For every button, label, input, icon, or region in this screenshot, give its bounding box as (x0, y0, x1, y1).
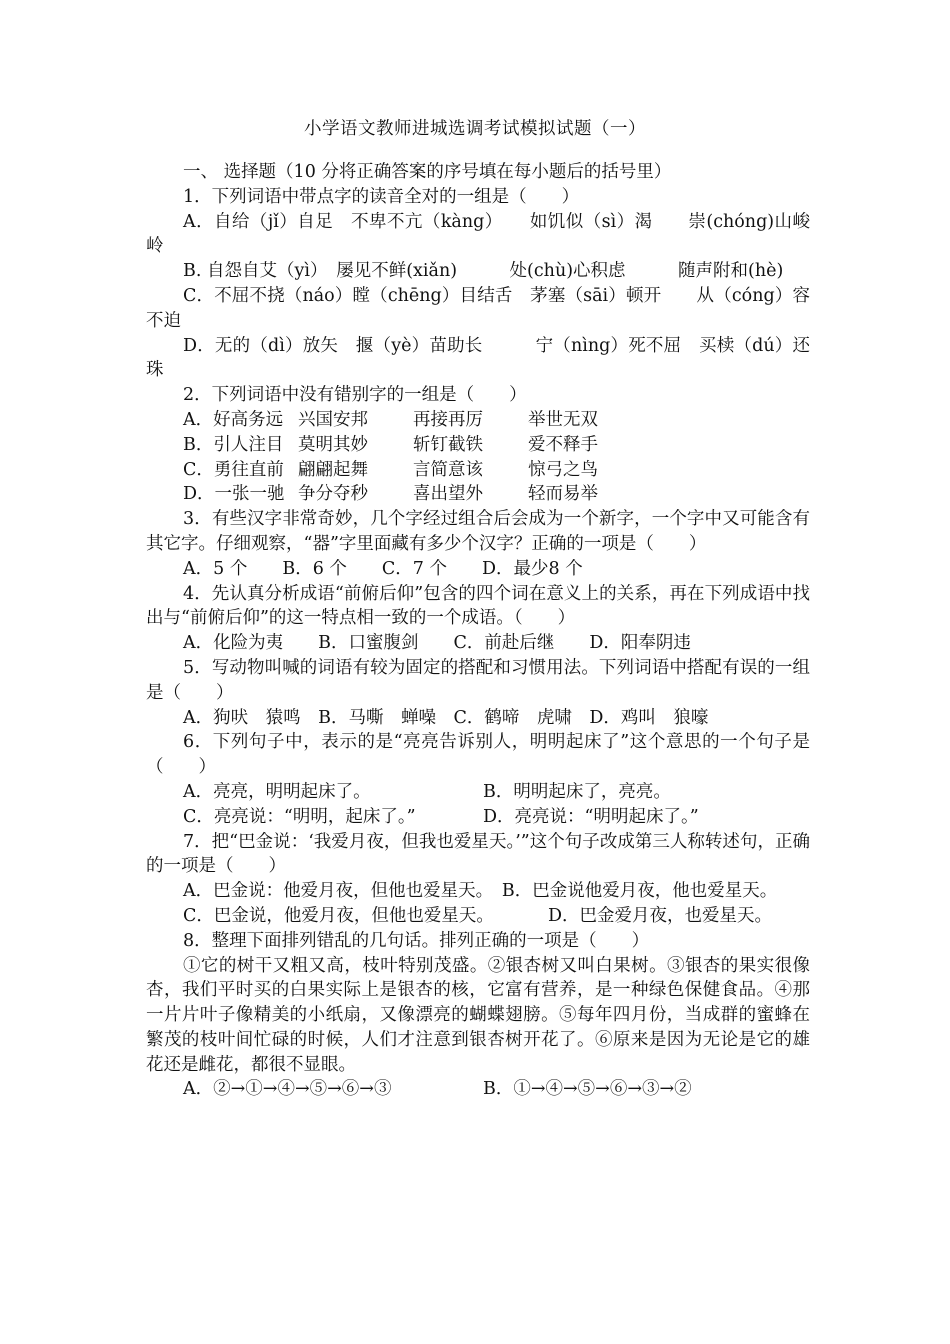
option-cell: D．一张一驰 (183, 484, 285, 505)
question-1-option-b: B. 自怨自艾（yì） 屡见不鲜(xiǎn) 处(chù)心积虑 随声附和(hè) (183, 261, 784, 282)
option-cell: 喜出望外 (413, 484, 483, 505)
option-cell: A．好高务远 (183, 409, 284, 430)
question-6-option-b: B．明明起床了，亮亮。 (483, 781, 671, 802)
question-7-option-ab: A．巴金说：他爱月夜，但他也爱星天。 B．巴金说他爱月夜，他也爱星天。 (183, 881, 778, 902)
question-2-option-row (146, 433, 810, 458)
question-7-option-d: D．巴金爱月夜，也爱星天。 (548, 905, 773, 926)
question-6-option-row (146, 780, 810, 805)
question-2-option-row (146, 482, 810, 507)
question-6-stem: 6．下列句子中，表示的是“亮亮告诉别人，明明起床了”这个意思的一个句子是（ ） (146, 732, 810, 778)
question-1-option-a: A．自给（jǐ）自足 不卑不亢（kàng） 如饥似（sì）渴 崇(chóng)山峻岭 (146, 211, 810, 257)
question-1-stem: 1．下列词语中带点字的读音全对的一组是（ ） (183, 186, 580, 207)
question-6-option-d: D．亮亮说：“明明起床了。” (483, 806, 699, 827)
question-1-option-c: C．不屈不挠（náo）瞠（chēng）目结舌 茅塞（sāi）顿开 从（cóng）容不迫 (146, 285, 810, 331)
question-7-option-c: C．巴金说，他爱月夜，但他也爱星天。 (183, 905, 494, 926)
question-3-options: A．5 个 B．6 个 C．7 个 D．最少8 个 (183, 558, 583, 579)
question-5-options: A．狗吠 猿鸣 B．马嘶 蝉噪 C．鹤啼 虎啸 D．鸡叫 狼嚎 (183, 707, 709, 728)
question-8-option-b: B．①→④→⑤→⑥→③→② (483, 1079, 692, 1100)
section-heading: 一、 选择题（10 分将正确答案的序号填在每小题后的括号里） (183, 162, 672, 182)
option-cell: B．引人注目 (183, 434, 284, 455)
question-2-option-row (146, 458, 810, 483)
question-4-stem: 4．先认真分析成语“前俯后仰”包含的四个词在意义上的关系，再在下列成语中找出与“前俯后仰”的这一特点相一致的一个成语。（ ） (146, 583, 810, 629)
option-cell: 斩钉截铁 (413, 434, 483, 455)
question-2-stem: 2．下列词语中没有错别字的一组是（ ） (183, 385, 527, 406)
question-4-options: A．化险为夷 B．口蜜腹剑 C．前赴后继 D．阳奉阴违 (183, 633, 691, 654)
option-cell: 惊弓之鸟 (528, 459, 598, 480)
option-cell: 轻而易举 (528, 484, 598, 505)
question-1-option-d: D．无的（dì）放矢 揠（yè）苗助长 宁（nìng）死不屈 买椟（dú）还珠 (146, 335, 810, 381)
question-7-stem: 7．把“巴金说：‘我爱月夜，但我也爱星天。’”这个句子改成第三人称转述句，正确的一项是（ ） (146, 831, 810, 877)
question-6-option-a: A．亮亮，明明起床了。 (183, 781, 371, 802)
option-cell: C．勇往直前 (183, 459, 284, 480)
question-6-option-row (146, 805, 810, 830)
option-cell: 争分夺秒 (298, 484, 368, 505)
option-cell: 莫明其妙 (298, 434, 368, 455)
page-title: 小学语文教师进城选调考试模拟试题（一） (304, 119, 646, 139)
option-cell: 兴国安邦 (298, 409, 368, 430)
question-2-option-row (146, 408, 810, 433)
option-cell: 言简意该 (413, 459, 483, 480)
option-cell: 翩翩起舞 (298, 459, 368, 480)
question-8-passage: ①它的树干又粗又高，枝叶特别茂盛。②银杏树又叫白果树。③银杏的果实很像杏，我们平时买的白果实际上是银杏的核，它富有营养，是一种绿色保健食品。④那一片片叶子像精美的小纸扇，又像漂亮的蝴蝶翅膀。⑤每年四月份，当成群的蜜蜂在繁茂的枝叶间忙碌的时候，人们才注意到银杏树开花了。⑥原来是因为无论是它的雄花还是雌花，都很不显眼。 (146, 955, 810, 1075)
option-cell: 举世无双 (528, 409, 598, 430)
question-3-stem: 3．有些汉字非常奇妙，几个字经过组合后会成为一个新字，一个字中又可能含有其它字。仔细观察，“器”字里面藏有多少个汉字？正确的一项是（ ） (146, 509, 810, 554)
question-6-option-c: C．亮亮说：“明明，起床了。” (183, 806, 416, 827)
question-8-option-row (146, 1077, 810, 1102)
question-7-option-row (146, 904, 810, 929)
option-cell: 再接再厉 (413, 409, 483, 430)
question-5-stem: 5．写动物叫喊的词语有较为固定的搭配和习惯用法。下列词语中搭配有误的一组是（ ） (146, 657, 810, 703)
question-8-stem: 8．整理下面排列错乱的几句话。排列正确的一项是（ ） (183, 930, 650, 951)
option-cell: 爱不释手 (528, 434, 598, 455)
question-8-option-a: A．②→①→④→⑤→⑥→③ (183, 1079, 392, 1100)
exam-body (146, 160, 810, 1102)
